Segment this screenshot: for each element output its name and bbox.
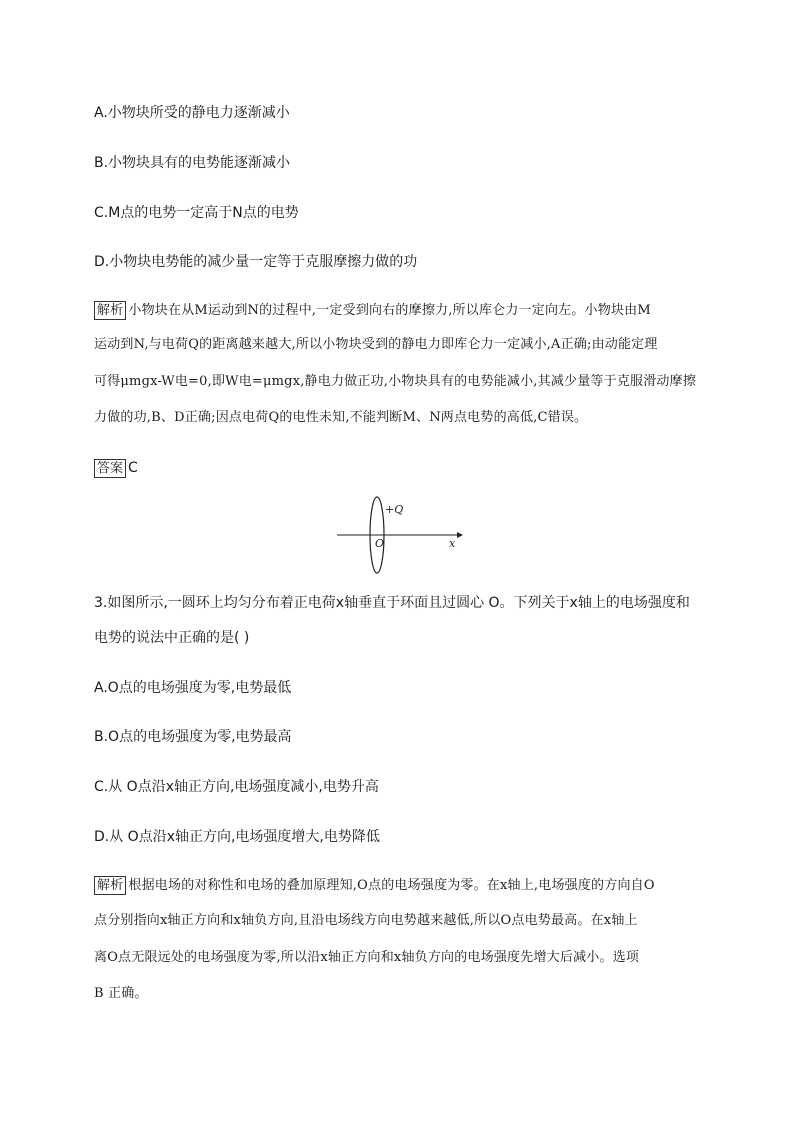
q3-option-a: A.O点的电场强度为零,电势最低 xyxy=(94,680,292,696)
q3-analysis-line-3: 离O点无限远处的电场强度为零,所以沿x轴正方向和x轴负方向的电场强度先增大后减小。选项 xyxy=(94,950,640,965)
q3-analysis-line-4: B 正确。 xyxy=(94,986,148,1001)
q2-option-a: A.小物块所受的静电力逐渐减小 xyxy=(94,105,290,121)
q2-analysis-tag: 解析 xyxy=(94,301,126,320)
q3-analysis-line-2: 点分别指向x轴正方向和x轴负方向,且沿电场线方向电势越来越低,所以O点电势最高。在x轴上 xyxy=(94,913,638,928)
q3-analysis-text-1: 根据电场的对称性和电场的叠加原理知,O点的电场强度为零。在x轴上,电场强度的方向自O xyxy=(128,878,655,893)
q2-answer-tag: 答案 xyxy=(94,459,126,478)
x-axis-arrow-icon xyxy=(457,532,463,538)
q2-option-c: C.M点的电势一定高于N点的电势 xyxy=(94,205,299,221)
q3-option-c: C.从 O点沿x轴正方向,电场强度减小,电势升高 xyxy=(94,779,379,795)
q2-analysis-line-1 xyxy=(94,301,651,321)
origin-label: O xyxy=(375,537,385,550)
q3-option-b: B.O点的电场强度为零,电势最高 xyxy=(94,729,292,745)
q3-stem-line-1: 3.如图所示,一圆环上均匀分布着正电荷x轴垂直于环面且过圆心 O。下列关于x轴上的电场强度和 xyxy=(94,595,690,611)
q2-analysis-line-4: 力做的功,B、D正确;因点电荷Q的电性未知,不能判断M、N两点电势的高低,C错误。 xyxy=(94,410,588,425)
q3-option-d: D.从 O点沿x轴正方向,电场强度增大,电势降低 xyxy=(94,829,380,845)
q2-analysis-text-1: 小物块在从M运动到N的过程中,一定受到向右的摩擦力,所以库仑力一定向左。小物块由M xyxy=(128,303,651,318)
q3-analysis-line-1 xyxy=(94,876,655,896)
ring-axis-figure xyxy=(335,495,465,580)
axis-label: x xyxy=(449,537,456,550)
q2-option-b: B.小物块具有的电势能逐渐减小 xyxy=(94,155,291,171)
q2-answer-value: C xyxy=(128,460,138,476)
q3-stem-line-2: 电势的说法中正确的是( ) xyxy=(94,630,250,646)
q2-analysis-line-3: 可得μmgx-W电=0,即W电=μmgx,静电力做正功,小物块具有的电势能减小,其减少量等于克服滑动摩擦 xyxy=(94,374,697,389)
q2-answer-line xyxy=(94,458,138,478)
q2-analysis-line-2: 运动到N,与电荷Q的距离越来越大,所以小物块受到的静电力即库仑力一定减小,A正确;由动能定理 xyxy=(94,337,658,352)
q2-option-d: D.小物块电势能的减少量一定等于克服摩擦力做的功 xyxy=(94,254,418,270)
q3-analysis-tag: 解析 xyxy=(94,876,126,895)
charge-label: +Q xyxy=(385,503,404,516)
